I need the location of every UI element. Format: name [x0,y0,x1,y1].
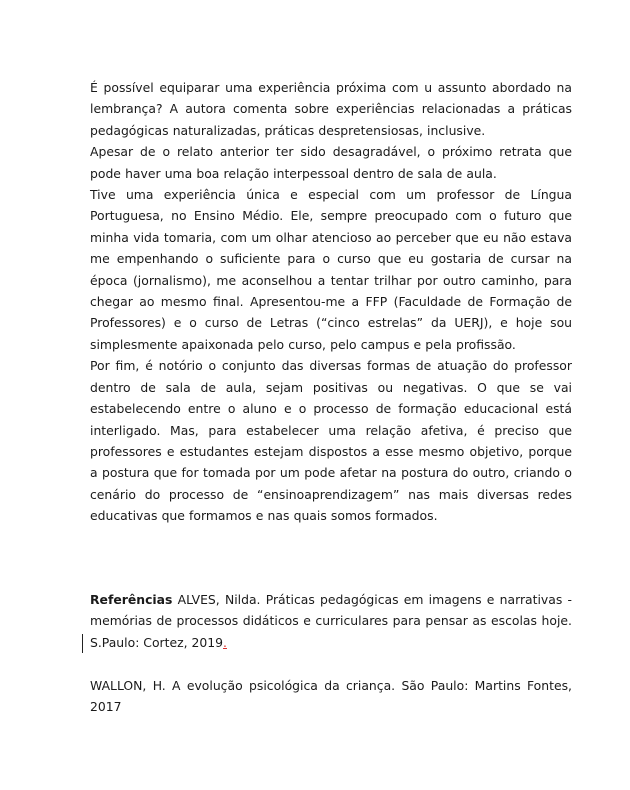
reference-alves [90,589,572,653]
paragraph-2: Apesar de o relato anterior ter sido desagradável, o próximo retrata que pode haver uma boa relação interpessoal dentro de sala de aula. [90,144,572,181]
text-cursor [82,634,83,653]
paragraph-3: Tive uma experiência única e especial com um professor de Língua Portuguesa, no Ensino Médio. Ele, sempre preocupado com o futuro que minha vida tomaria, com um olhar atencioso ao perceber que eu não estava me empenhando o suficiente para o curso que eu gostaria de cursar na época (jornalismo), me aconselhou a tentar trilhar por outro caminho, para chegar ao mesmo final. Apresentou-me a FFP (Faculdade de Formação de Professores) e o curso de Letras (“cinco estrelas” da UERJ), e hoje sou simplesmente apaixonada pelo curso, pelo campus e pela profissão. [90,187,572,352]
reference-wallon: WALLON, H. A evolução psicológica da criança. São Paulo: Martins Fontes, 2017 [90,677,572,715]
reference-alves-end: . [223,634,227,650]
references-section [90,589,572,717]
paragraph-1: É possível equiparar uma experiência próxima com u assunto abordado na lembrança? A autora comenta sobre experiências relacionadas a práticas pedagógicas naturalizadas, práticas despretensiosas, inclusive. [90,80,572,138]
body-text [90,77,572,527]
paragraph-4: Por fim, é notório o conjunto das diversas formas de atuação do professor dentro de sala de aula, sejam positivas ou negativas. O que se vai estabelecendo entre o aluno e o processo de formação educacional está interligado. Mas, para estabelecer uma relação afetiva, é preciso que professores e estudantes estejam dispostos a esse mesmo objetivo, porque a postura que for tomada por um pode afetar na postura do outro, criando o cenário do processo de “ensinoaprendizagem” nas mais diversas redes educativas que formamos e nas quais somos formados. [90,358,572,524]
references-heading: Referências [90,592,173,607]
reference-alves-text: ALVES, Nilda. Práticas pedagógicas em imagens e narrativas - memórias de processos didáticos e curriculares para pensar as escolas hoje. S.Paulo: Cortez, 2019 [90,592,572,650]
